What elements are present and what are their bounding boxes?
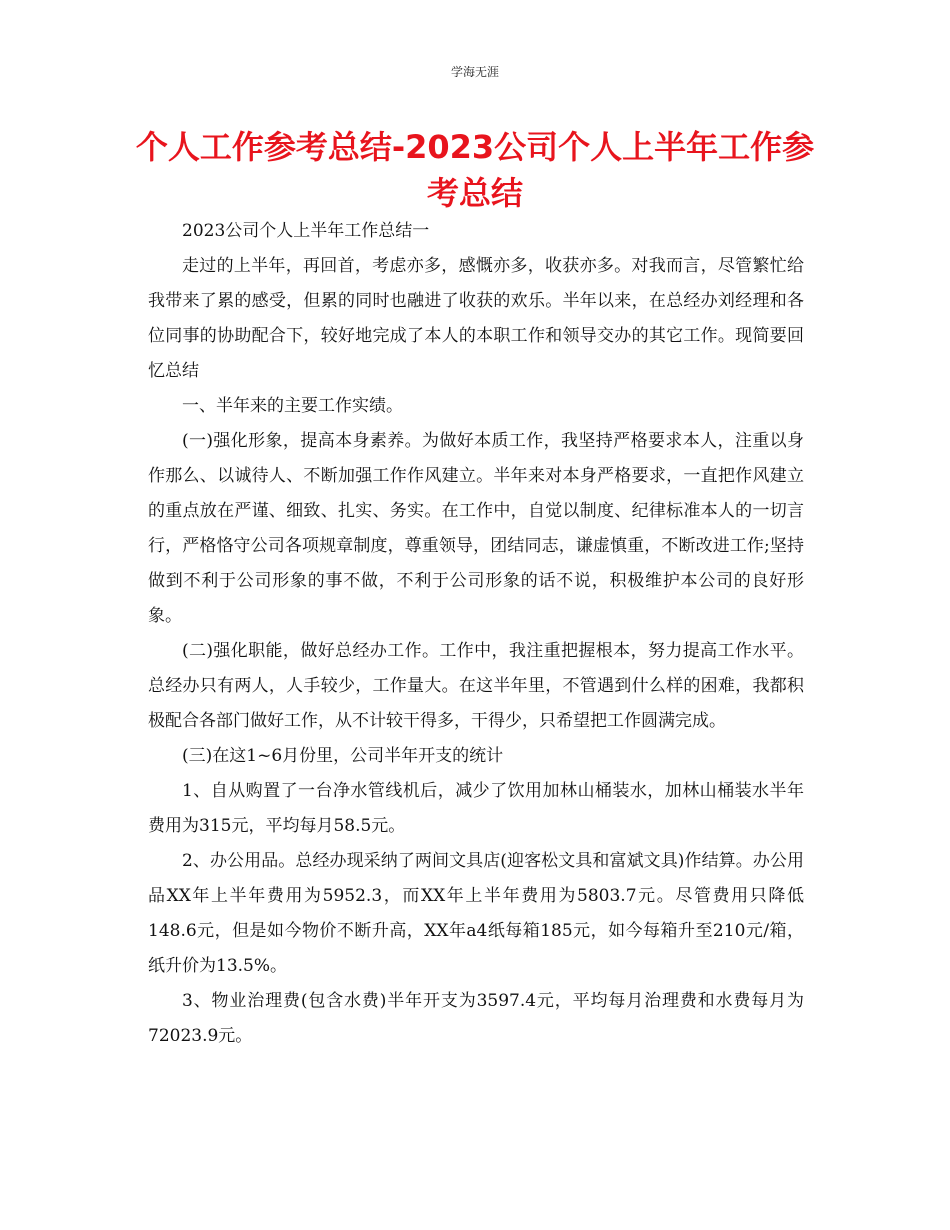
subtitle-paragraph: 2023公司个人上半年工作总结一 <box>182 221 430 241</box>
document-title: 个人工作参考总结-2023公司个人上半年工作参考总结 <box>135 128 815 212</box>
paragraph-water: 1、自从购置了一台净水管线机后，减少了饮用加林山桶装水，加林山桶装水半年费用为315元，平均每月58.5元。 <box>148 781 804 836</box>
page-header: 学海无涯 <box>450 65 499 79</box>
document-body <box>148 214 804 1054</box>
paragraph-property-fee: 3、物业治理费(包含水费)半年开支为3597.4元，平均每月治理费和水费每月为72023.9元。 <box>148 991 804 1046</box>
paragraph-function: (二)强化职能，做好总经办工作。工作中，我注重把握根本，努力提高工作水平。总经办只有两人，人手较少，工作量大。在这半年里，不管遇到什么样的困难，我都积极配合各部门做好工作，从不计较干得多，干得少，只希望把工作圆满完成。 <box>148 641 804 731</box>
intro-paragraph: 走过的上半年，再回首，考虑亦多，感慨亦多，收获亦多。对我而言，尽管繁忙给我带来了累的感受，但累的同时也融进了收获的欢乐。半年以来，在总经办刘经理和各位同事的协助配合下，较好地完成了本人的本职工作和领导交办的其它工作。现简要回忆总结 <box>148 256 804 381</box>
paragraph-office-supplies: 2、办公用品。总经办现采纳了两间文具店(迎客松文具和富斌文具)作结算。办公用品XX年上半年费用为5952.3，而XX年上半年费用为5803.7元。尽管费用只降低148.6元，但是如今物价不断升高，XX年a4纸每箱185元，如今每箱升至210元/箱，纸升价为13.5%。 <box>148 851 804 976</box>
paragraph-image: (一)强化形象，提高本身素养。为做好本质工作，我坚持严格要求本人，注重以身作那么、以诚待人、不断加强工作作风建立。半年来对本身严格要求，一直把作风建立的重点放在严谨、细致、扎实、务实。在工作中，自觉以制度、纪律标准本人的一切言行，严格恪守公司各项规章制度，尊重领导，团结同志，谦虚慎重，不断改进工作;坚持做到不利于公司形象的事不做，不利于公司形象的话不说，积极维护本公司的良好形象。 <box>148 431 804 626</box>
section-heading: 一、半年来的主要工作实绩。 <box>182 396 403 416</box>
paragraph-expense-heading: (三)在这1~6月份里，公司半年开支的统计 <box>182 746 504 766</box>
